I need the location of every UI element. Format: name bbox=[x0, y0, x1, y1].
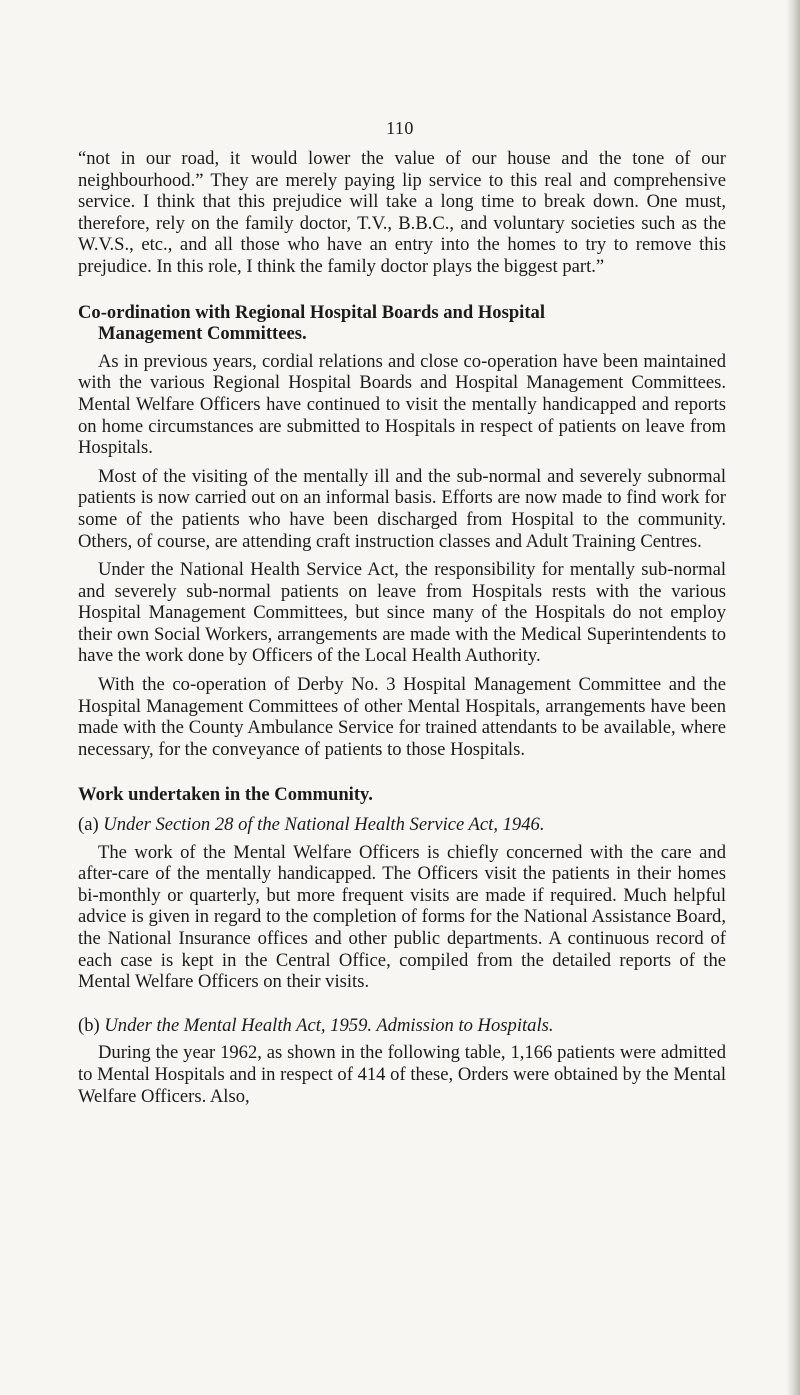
page-number: 110 bbox=[386, 118, 414, 138]
page-edge-shadow bbox=[786, 0, 800, 1395]
section-heading-community-work: Work undertaken in the Community. bbox=[78, 784, 373, 806]
paragraph: The work of the Mental Welfare Officers is chiefly concerned with the care and after-care of the mentally handicapped. The Officers visit the patients in their homes bi-monthly or quarterly, but more frequent visits are made if required. Much helpful advice is given in regard to the completion of forms for the National Assistance Board, the National Insurance offices and other public departments. A continuous record of each case is kept in the Central Office, compiled from the detailed reports of the Mental Welfare Officers on their visits. bbox=[78, 841, 726, 993]
subsection-title: Under Section 28 of the National Health Service Act, 1946. bbox=[103, 814, 545, 836]
section-heading-line1: Co-ordination with Regional Hospital Boards and Hospital bbox=[78, 301, 545, 323]
paragraph: Under the National Health Service Act, the responsibility for mentally sub-normal and severely sub-normal patients on leave from Hospitals rests with the various Hospital Management Committees, but since many of the Hospitals do not employ their own Social Workers, arrangements are made with the Medical Superintendents to have the work done by Officers of the Local Health Authority. bbox=[78, 559, 726, 667]
paragraph: During the year 1962, as shown in the following table, 1,166 patients were admitted to Mental Hospitals and in respect of 414 of these, Orders were obtained by the Mental Welfare Officers. Also, bbox=[78, 1042, 726, 1107]
section-heading-line2: Management Committees. bbox=[98, 323, 307, 345]
paragraph: As in previous years, cordial relations and close co-operation have been maintained with the various Regional Hospital Boards and Hospital Management Committees. Mental Welfare Officers have continued to visit the mentally handicapped and reports on home circumstances are submitted to Hospitals in respect of patients on leave from Hospitals. bbox=[78, 350, 726, 459]
subsection-title: Under the Mental Health Act, 1959. Admission to Hospitals. bbox=[104, 1014, 554, 1036]
section-heading-coordination bbox=[78, 302, 726, 345]
paragraph: With the co-operation of Derby No. 3 Hospital Management Committee and the Hospital Management Committees of other Mental Hospitals, arrangements have been made with the County Ambulance Service for trained attendants to be available, where necessary, for the conveyance of patients to those Hospitals. bbox=[78, 674, 726, 760]
intro-paragraph: “not in our road, it would lower the value of our house and the tone of our neighbourhood.” They are merely paying lip service to this real and comprehensive service. I think that this prejudice will take a long time to break down. One must, therefore, rely on the family doctor, T.V., B.B.C., and voluntary societies such as the W.V.S., etc., and all those who have an entry into the homes to try to remove this prejudice. In this role, I think the family doctor plays the biggest part.” bbox=[78, 148, 726, 277]
subsection-heading-b bbox=[78, 1015, 726, 1037]
page-body bbox=[78, 148, 726, 1107]
subsection-heading-a bbox=[78, 814, 726, 836]
subsection-label: (a) bbox=[78, 814, 99, 836]
subsection-label: (b) bbox=[78, 1014, 100, 1036]
paragraph: Most of the visiting of the mentally ill and the sub-normal and severely subnormal patients is now carried out on an informal basis. Efforts are now made to find work for some of the patients who have been discharged from Hospital to the community. Others, of course, are attending craft instruction classes and Adult Training Centres. bbox=[78, 465, 726, 552]
